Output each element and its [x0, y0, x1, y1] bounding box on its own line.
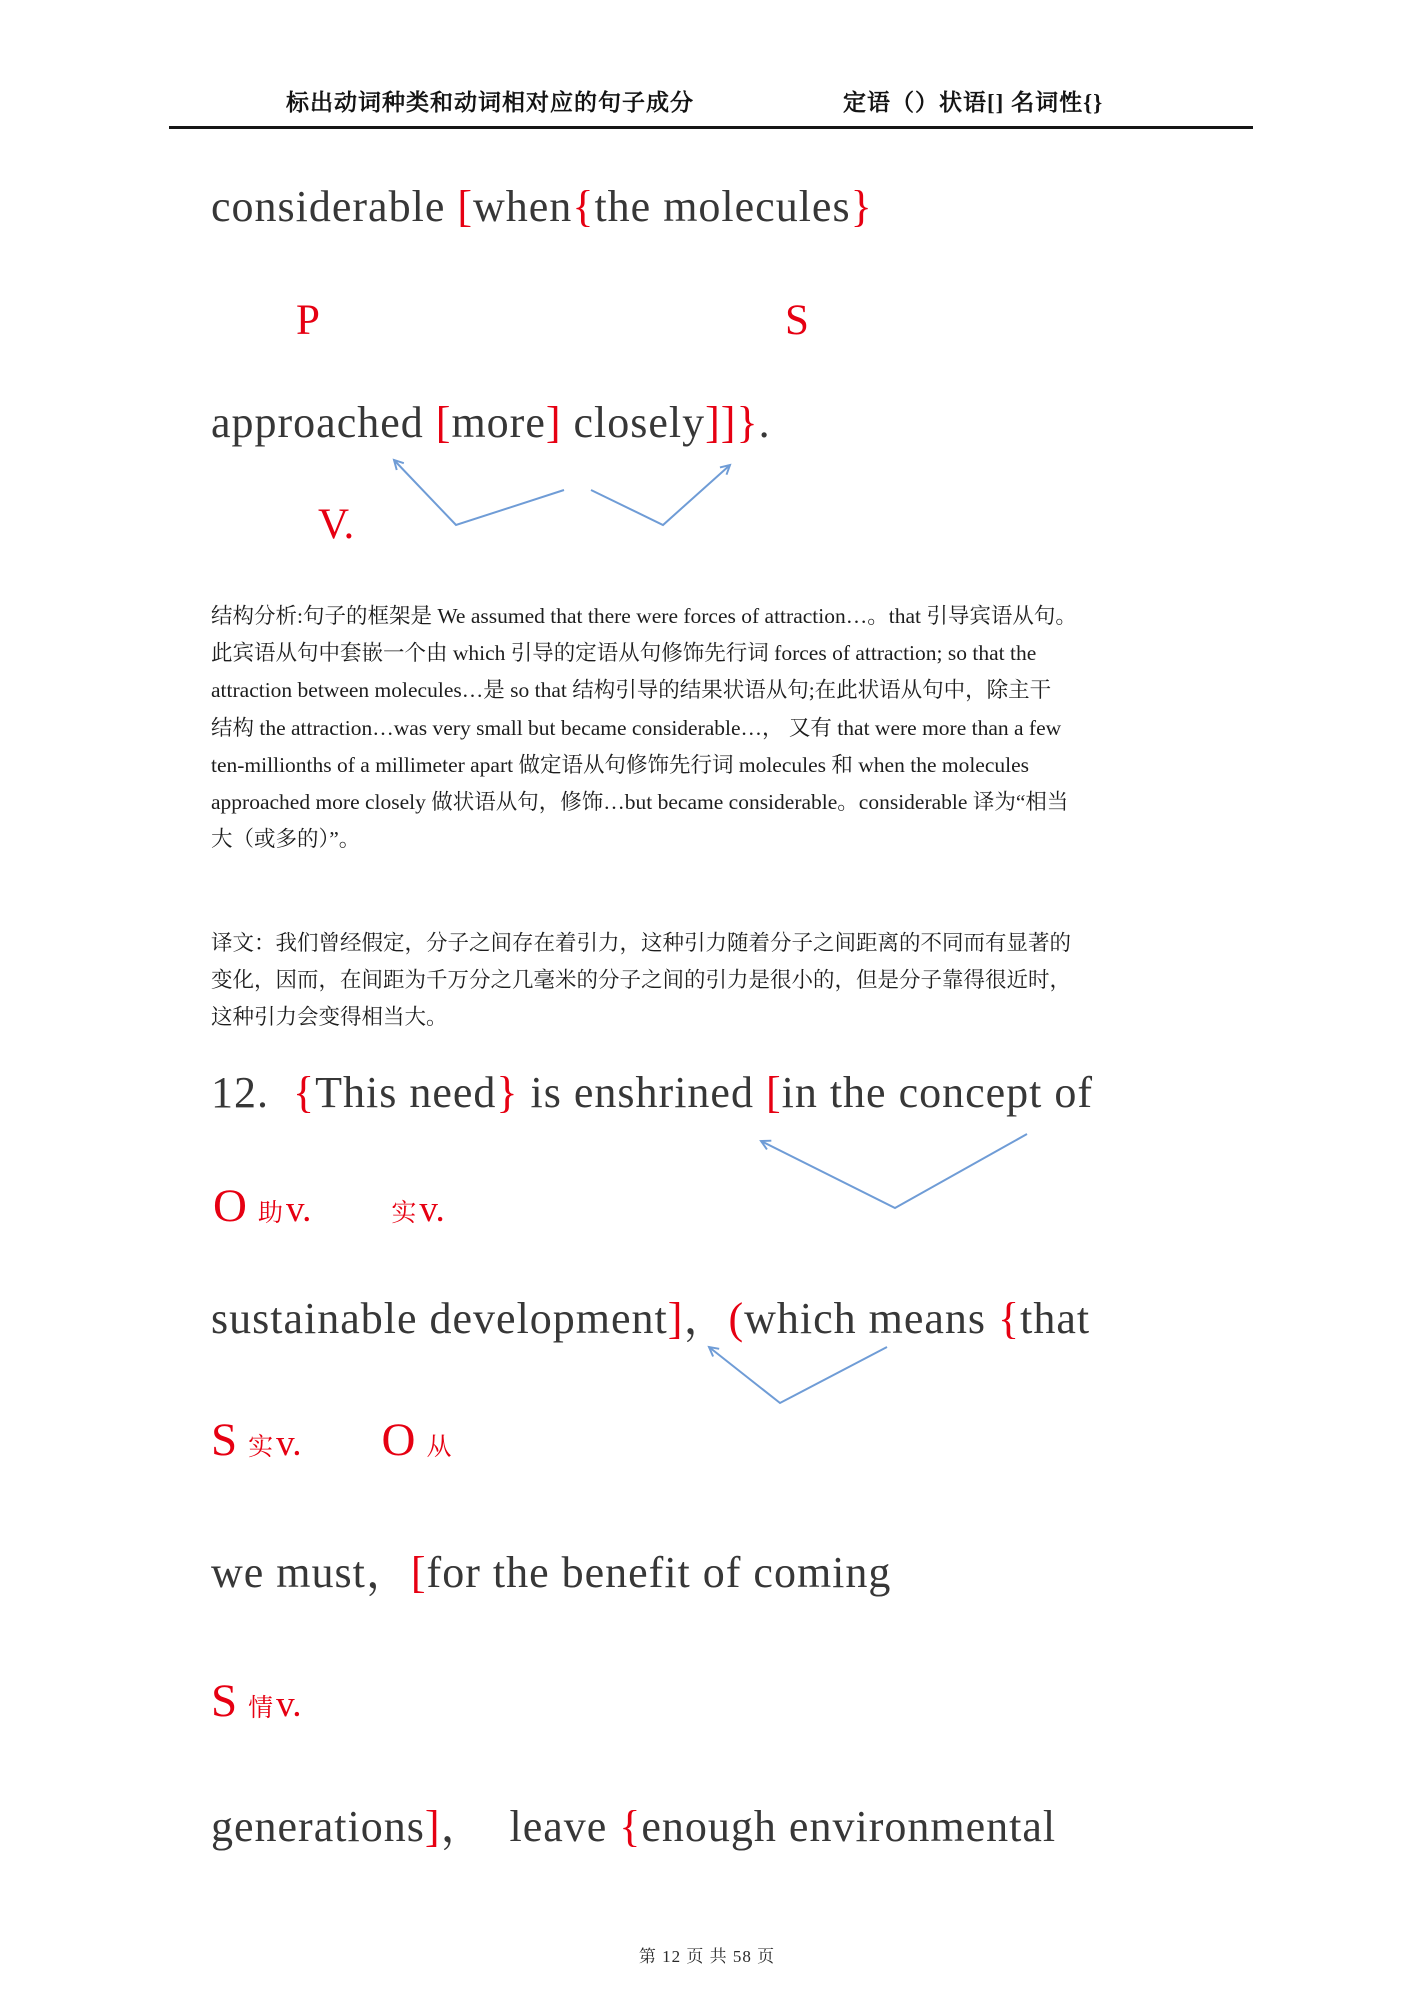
analysis-line: 结构分析:句子的框架是 We assumed that there were forces of attraction…。that 引导宾语从句。	[211, 604, 1077, 628]
analysis-line: 大（或多的）”。	[211, 827, 361, 852]
label-row-s-modal-v: S情v.	[211, 1675, 302, 1727]
header-left-text: 标出动词种类和动词相对应的句子成分	[286, 90, 694, 115]
sentence12-line4: generations]， leave {enough environmental	[211, 1802, 1057, 1851]
analysis-line: approached more closely 做状语从句，修饰…but became considerable。considerable 译为“相当	[211, 790, 1069, 815]
translation-paragraph	[211, 925, 1256, 1037]
translation-line: 变化，因而，在间距为千万分之几毫米的分子之间的引力是很小的，但是分子靠得很近时，	[211, 968, 1072, 993]
header-divider	[169, 126, 1253, 129]
label-predicative-p: P	[296, 297, 320, 344]
label-row-o-aux-v: O助v. 实v.	[213, 1180, 445, 1232]
connector-arrow-enshrined	[761, 1134, 1027, 1208]
header-legend-text: 定语（）状语[] 名词性{}	[843, 90, 1104, 115]
page-number: 第 12 页 共 58 页	[638, 1947, 776, 1966]
analysis-paragraph	[211, 598, 1256, 858]
label-row-s-v-o: S实v. O 从	[211, 1414, 452, 1466]
sentence12-line3: we must，[for the benefit of coming	[211, 1548, 892, 1597]
analysis-line: ten-millionths of a millimeter apart 做定语从句修饰先行词 molecules 和 when the molecules	[211, 752, 1030, 777]
sentence11-line2: approached [more] closely]]}.	[211, 398, 771, 447]
connector-arrow-verb-left	[394, 460, 564, 525]
sentence12-line2: sustainable development]，(which means {that	[211, 1294, 1091, 1343]
translation-line: 译文：我们曾经假定，分子之间存在着引力，这种引力随着分子之间距离的不同而有显著的	[211, 931, 1072, 955]
analysis-line: attraction between molecules…是 so that 结构引导的结果状语从句;在此状语从句中，除主干	[211, 678, 1052, 703]
connector-arrow-verb-right	[591, 465, 730, 525]
sentence12-line1: 12. {This need} is enshrined [in the concept of	[211, 1068, 1094, 1117]
label-verb-v: V.	[318, 501, 355, 548]
translation-line: 这种引力会变得相当大。	[211, 1005, 448, 1030]
analysis-line: 结构 the attraction…was very small but became considerable…， 又有 that were more than a few	[211, 715, 1062, 740]
connector-arrow-development	[709, 1347, 887, 1403]
label-subject-s: S	[785, 297, 809, 344]
sentence11-line1: considerable [when{the molecules}	[211, 182, 873, 231]
analysis-line: 此宾语从句中套嵌一个由 which 引导的定语从句修饰先行词 forces of attraction; so that the	[211, 641, 1037, 666]
